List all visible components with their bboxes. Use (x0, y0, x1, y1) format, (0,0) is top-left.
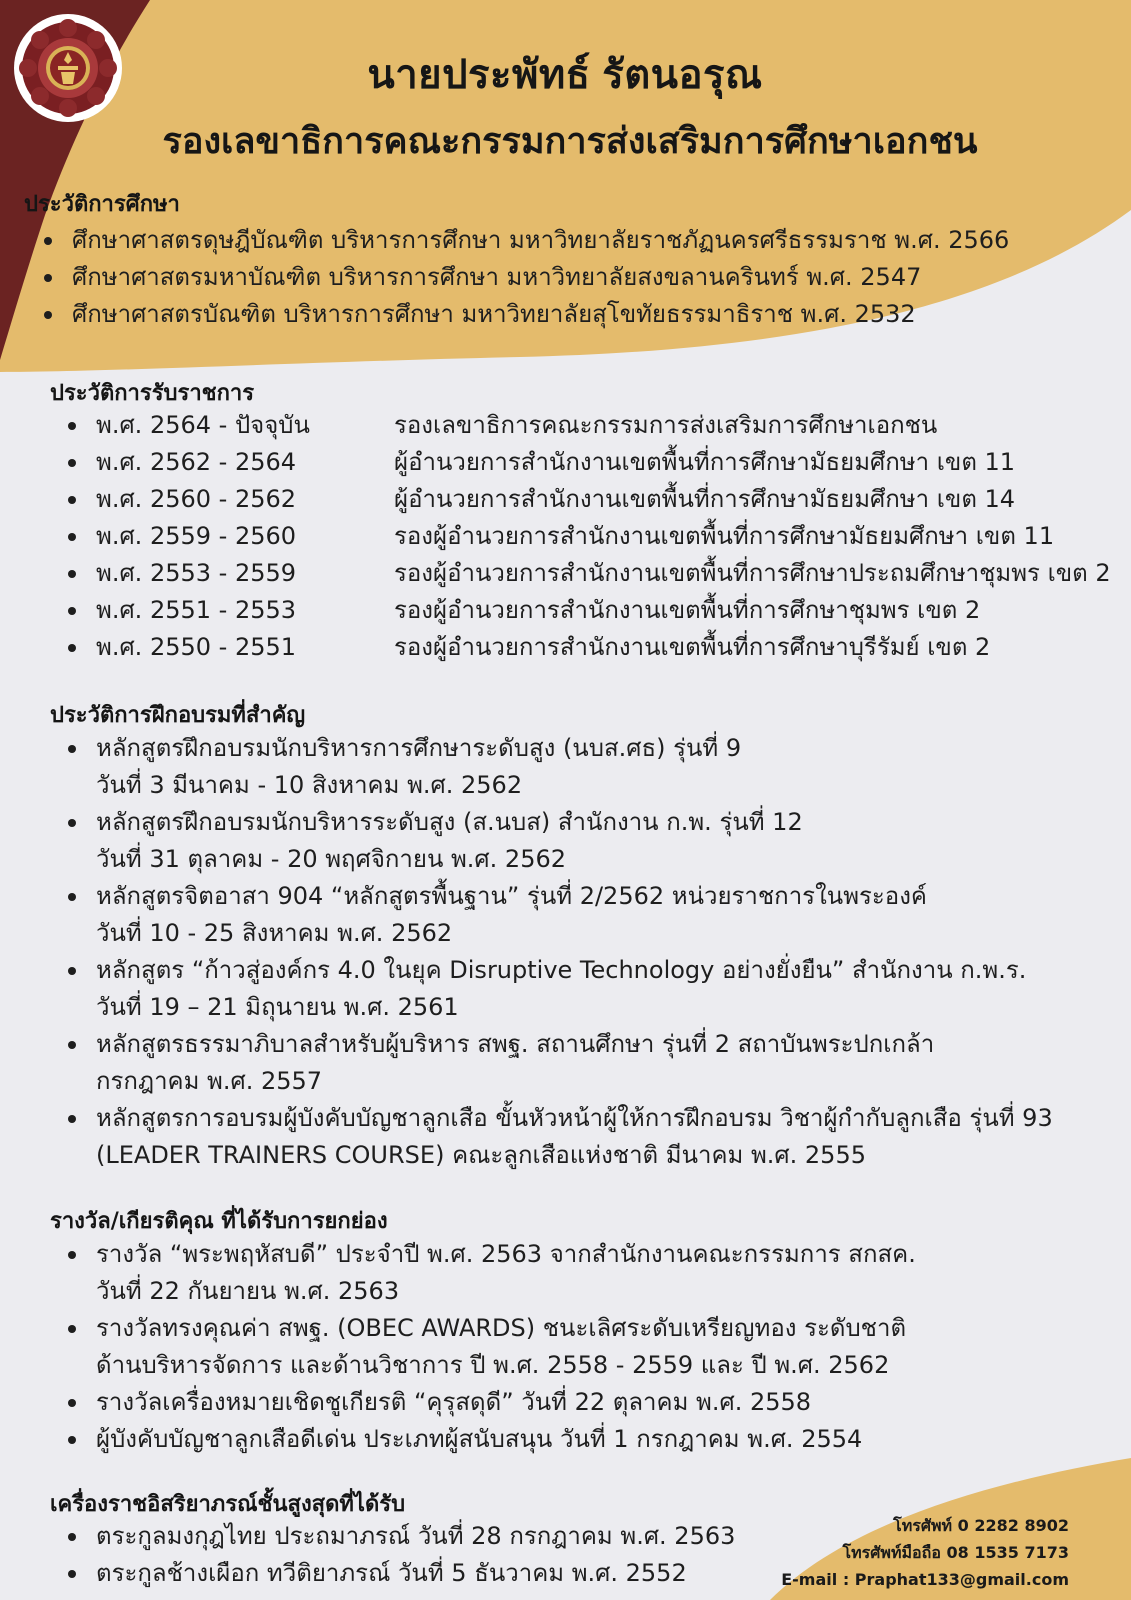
list-item (48, 481, 1111, 518)
contact-info (781, 1512, 1069, 1593)
training-item-text: หลักสูตร “ก้าวสู่องค์กร 4.0 ในยุค Disruptive Technology อย่างยั่งยืน” สำนักงาน ก.พ.ร. (96, 956, 1027, 984)
list-item (48, 1518, 735, 1555)
training-item-text: หลักสูตรฝึกอบรมนักบริหารระดับสูง (ส.นบส) สำนักงาน ก.พ. รุ่นที่ 12 (96, 808, 803, 836)
career-title: ประวัติการรับราชการ (50, 381, 255, 406)
education-list (24, 222, 1009, 333)
awards-list (48, 1236, 916, 1458)
person-name: นายประพัทธ์ รัตนอรุณ (367, 53, 763, 97)
decoration-item-text: ตระกูลช้างเผือก ทวีติยาภรณ์ วันที่ 5 ธันวาคม พ.ศ. 2552 (96, 1559, 687, 1587)
list-item (48, 444, 1111, 481)
career-role: ผู้อำนวยการสำนักงานเขตพื้นที่การศึกษามัธยมศึกษา เขต 11 (394, 448, 1016, 476)
list-item (48, 1026, 1053, 1100)
training-item-date: วันที่ 3 มีนาคม - 10 สิงหาคม พ.ศ. 2562 (96, 771, 523, 799)
list-item (48, 1555, 735, 1592)
education-item-text: ศึกษาศาสตรบัณฑิต บริหารการศึกษา มหาวิทยาลัยสุโขทัยธรรมาธิราช พ.ศ. 2532 (72, 300, 916, 328)
career-role: รองเลขาธิการคณะกรรมการส่งเสริมการศึกษาเอกชน (394, 411, 938, 439)
career-role: ผู้อำนวยการสำนักงานเขตพื้นที่การศึกษามัธยมศึกษา เขต 14 (394, 485, 1016, 513)
list-item (48, 804, 1053, 878)
list-item (48, 1421, 916, 1458)
education-item-text: ศึกษาศาสตรมหาบัณฑิต บริหารการศึกษา มหาวิทยาลัยสงขลานครินทร์ พ.ศ. 2547 (72, 263, 922, 291)
list-item (48, 518, 1111, 555)
list-item (48, 555, 1111, 592)
list-item (48, 629, 1111, 666)
career-period: พ.ศ. 2562 - 2564 (96, 448, 297, 476)
training-item-date: วันที่ 31 ตุลาคม - 20 พฤศจิกายน พ.ศ. 2562 (96, 845, 567, 873)
list-item (24, 259, 1009, 296)
awards-title: รางวัล/เกียรติคุณ ที่ได้รับการยกย่อง (50, 1209, 388, 1234)
ministry-seal-icon (14, 14, 122, 122)
list-item (24, 296, 1009, 333)
career-role: รองผู้อำนวยการสำนักงานเขตพื้นที่การศึกษาชุมพร เขต 2 (394, 596, 981, 624)
list-item (48, 1236, 916, 1310)
career-list (48, 407, 1111, 666)
decorations-title: เครื่องราชอิสริยาภรณ์ชั้นสูงสุดที่ได้รับ (50, 1492, 406, 1517)
award-item-text: รางวัล “พระพฤหัสบดี” ประจำปี พ.ศ. 2563 จากสำนักงานคณะกรรมการ สกสค. (96, 1240, 916, 1268)
award-item-text: ผู้บังคับบัญชาลูกเสือดีเด่น ประเภทผู้สนับสนุน วันที่ 1 กรกฎาคม พ.ศ. 2554 (96, 1425, 863, 1453)
ministry-seal-logo (14, 14, 122, 122)
list-item (48, 1384, 916, 1421)
contact-mobile: โทรศัพท์มือถือ 08 1535 7173 (842, 1543, 1069, 1562)
contact-email[interactable]: E-mail : Praphat133@gmail.com (781, 1570, 1069, 1589)
training-item-date: (LEADER TRAINERS COURSE) คณะลูกเสือแห่งชาติ มีนาคม พ.ศ. 2555 (96, 1141, 866, 1169)
list-item (24, 222, 1009, 259)
career-period: พ.ศ. 2560 - 2562 (96, 485, 297, 513)
training-item-text: หลักสูตรธรรมาภิบาลสำหรับผู้บริหาร สพฐ. สถานศึกษา รุ่นที่ 2 สถาบันพระปกเกล้า (96, 1030, 935, 1058)
decoration-item-text: ตระกูลมงกุฎไทย ประถมาภรณ์ วันที่ 28 กรกฎาคม พ.ศ. 2563 (96, 1522, 736, 1550)
training-title: ประวัติการฝึกอบรมที่สำคัญ (50, 703, 306, 728)
decorations-list (48, 1518, 735, 1592)
career-period: พ.ศ. 2564 - ปัจจุบัน (96, 411, 310, 439)
list-item (48, 1100, 1053, 1174)
list-item (48, 1310, 916, 1384)
award-item-date: ด้านบริหารจัดการ และด้านวิชาการ ปี พ.ศ. 2558 - 2559 และ ปี พ.ศ. 2562 (96, 1351, 890, 1379)
career-period: พ.ศ. 2551 - 2553 (96, 596, 297, 624)
career-role: รองผู้อำนวยการสำนักงานเขตพื้นที่การศึกษามัธยมศึกษา เขต 11 (394, 522, 1055, 550)
contact-phone: โทรศัพท์ 0 2282 8902 (893, 1516, 1069, 1535)
training-item-text: หลักสูตรฝึกอบรมนักบริหารการศึกษาระดับสูง (นบส.ศธ) รุ่นที่ 9 (96, 734, 742, 762)
career-period: พ.ศ. 2550 - 2551 (96, 633, 297, 661)
training-item-date: กรกฎาคม พ.ศ. 2557 (96, 1067, 323, 1095)
award-item-date: วันที่ 22 กันยายน พ.ศ. 2563 (96, 1277, 400, 1305)
career-period: พ.ศ. 2553 - 2559 (96, 559, 297, 587)
training-item-date: วันที่ 10 - 25 สิงหาคม พ.ศ. 2562 (96, 919, 453, 947)
award-item-text: รางวัลทรงคุณค่า สพฐ. (OBEC AWARDS) ชนะเลิศระดับเหรียญทอง ระดับชาติ (96, 1314, 907, 1342)
career-role: รองผู้อำนวยการสำนักงานเขตพื้นที่การศึกษาประถมศึกษาชุมพร เขต 2 (394, 559, 1111, 587)
training-item-text: หลักสูตรจิตอาสา 904 “หลักสูตรพื้นฐาน” รุ่นที่ 2/2562 หน่วยราชการในพระองค์ (96, 882, 927, 910)
list-item (48, 878, 1053, 952)
career-role: รองผู้อำนวยการสำนักงานเขตพื้นที่การศึกษาบุรีรัมย์ เขต 2 (394, 633, 991, 661)
list-item (48, 952, 1053, 1026)
person-position: รองเลขาธิการคณะกรรมการส่งเสริมการศึกษาเอกชน (162, 120, 978, 161)
list-item (48, 407, 1111, 444)
education-item-text: ศึกษาศาสตรดุษฎีบัณฑิต บริหารการศึกษา มหาวิทยาลัยราชภัฏนครศรีธรรมราช พ.ศ. 2566 (72, 226, 1010, 254)
award-item-text: รางวัลเครื่องหมายเชิดชูเกียรติ “คุรุสดุดี” วันที่ 22 ตุลาคม พ.ศ. 2558 (96, 1388, 812, 1416)
career-period: พ.ศ. 2559 - 2560 (96, 522, 297, 550)
list-item (48, 592, 1111, 629)
training-item-date: วันที่ 19 – 21 มิถุนายน พ.ศ. 2561 (96, 993, 459, 1021)
education-title: ประวัติการศึกษา (24, 192, 180, 217)
training-item-text: หลักสูตรการอบรมผู้บังคับบัญชาลูกเสือ ขั้นหัวหน้าผู้ให้การฝึกอบรม วิชาผู้กำกับลูกเสือ รุ่นที่ 93 (96, 1104, 1053, 1132)
training-list (48, 730, 1053, 1174)
list-item (48, 730, 1053, 804)
